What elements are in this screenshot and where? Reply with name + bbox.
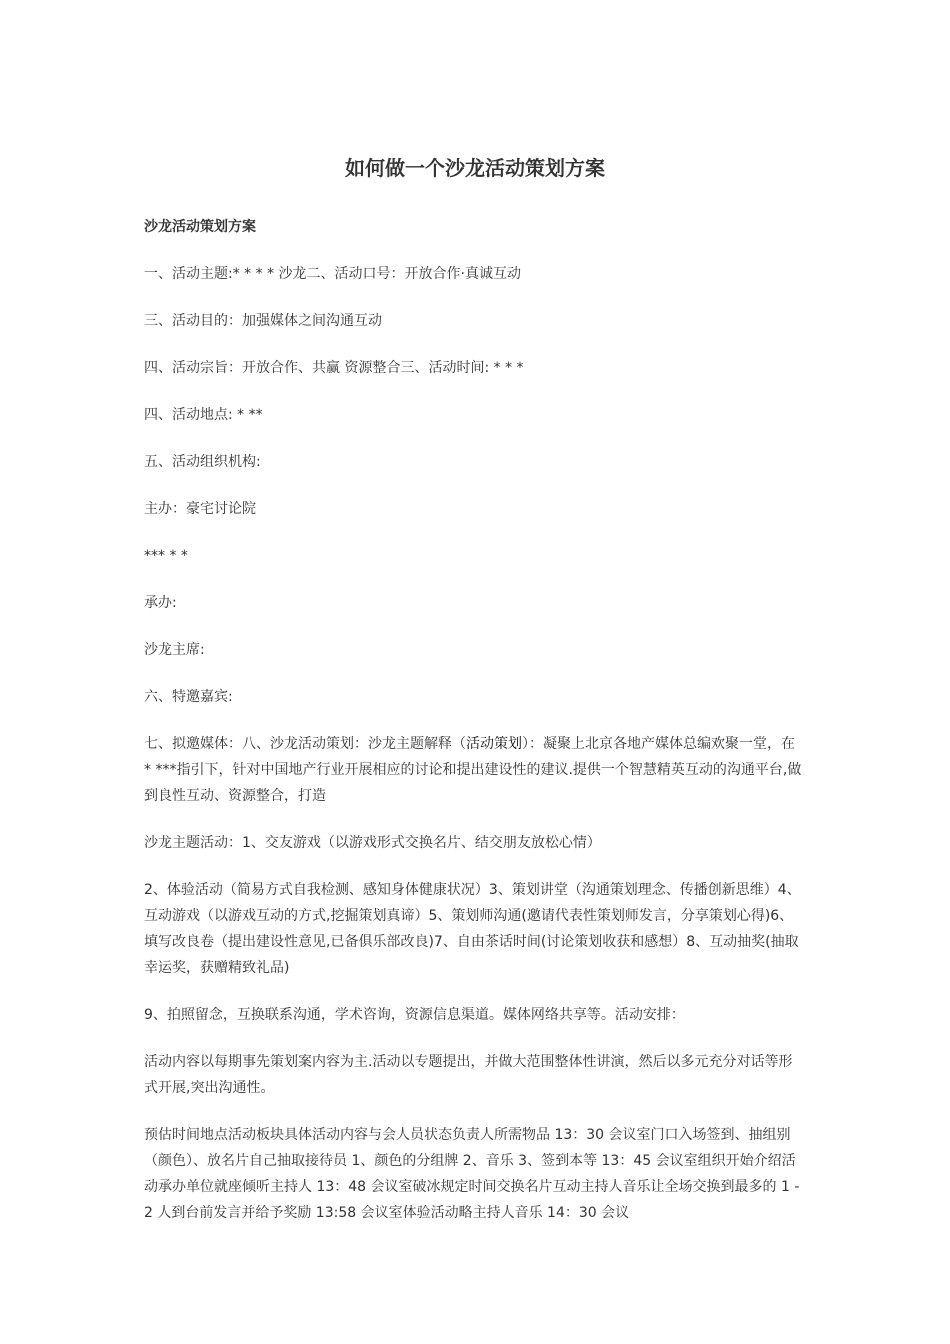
paragraph-media-plan-before: 七、拟邀媒体：八、沙龙活动策划：沙龙主题解释（ — [144, 736, 466, 752]
document-title: 如何做一个沙龙活动策划方案 — [345, 156, 605, 180]
paragraph-chair: 沙龙主席: — [144, 642, 205, 658]
paragraph-activity-theme: 一、活动主题:* * * * 沙龙二、活动口号：开放合作·真诚互动 — [144, 266, 521, 282]
paragraph-media-plan-after: ）：凝聚上北京各地产媒体总编欢聚一堂，在 * ***指引下，针对中国地产行业开展相应的讨论和提出建设性的建议.提供一个智慧精英互动的沟通平台,做到良性互动、资源整合，打造 — [144, 736, 802, 804]
paragraph-guests: 六、特邀嘉宾: — [144, 689, 233, 705]
paragraph-activity-list: 2、体验活动（简易方式自我检测、感知身体健康状况）3、策划讲堂（沟通策划理念、传播创新思维）4、互动游戏（以游戏互动的方式,挖掘策划真谛）5、策划师沟通(邀请代表性策划师发言，分享策划心得)6、填写改良卷（提出建设性意见,已备俱乐部改良)7、自由茶话时间(讨论策划收获和感想）8、互动抽奖(抽取幸运奖，获赠精致礼品) — [144, 882, 801, 976]
paragraph-activity-purpose: 三、活动目的：加强媒体之间沟通互动 — [144, 313, 382, 329]
paragraph-photo-arrangement: 9、拍照留念，互换联系沟通，学术咨询，资源信息渠道。媒体网络共享等。活动安排： — [144, 1007, 685, 1023]
paragraph-activity-content: 活动内容以每期事先策划案内容为主.活动以专题提出，并做大范围整体性讲演，然后以多元充分对话等形式开展,突出沟通性。 — [144, 1054, 793, 1096]
paragraph-activity-tenet: 四、活动宗旨：开放合作、共赢 资源整合三、活动时间: * * * — [144, 360, 524, 376]
paragraph-placeholder: *** * * — [144, 548, 188, 564]
paragraph-activity-location: 四、活动地点: * ** — [144, 407, 263, 423]
section-heading: 沙龙活动策划方案 — [144, 219, 256, 235]
document-body — [144, 214, 806, 1247]
paragraph-host: 主办：豪宅讨论院 — [144, 501, 256, 517]
activity-plan-link[interactable]: 活动策划 — [466, 736, 522, 752]
paragraph-organization: 五、活动组织机构: — [144, 454, 261, 470]
paragraph-media-plan — [144, 731, 806, 809]
paragraph-salon-activities: 沙龙主题活动：1、交友游戏（以游戏形式交换名片、结交朋友放松心情） — [144, 835, 601, 851]
paragraph-schedule: 预估时间地点活动板块具体活动内容与会人员状态负责人所需物品 13：30 会议室门口入场签到、抽组别（颜色）、放名片自己抽取接待员 1、颜色的分组牌 2、音乐 3、签到本等 13：45 会议室组织开始介绍活动承办单位就座倾听主持人 13：48 会议室破冰规定时间交换名片互动主持人音乐让全场交换到最多的 1 - 2 人到台前发言并给予奖励 13:58 会议室体验活动略主持人音乐 14：30 会议 — [144, 1127, 800, 1221]
paragraph-organizer: 承办: — [144, 595, 177, 611]
